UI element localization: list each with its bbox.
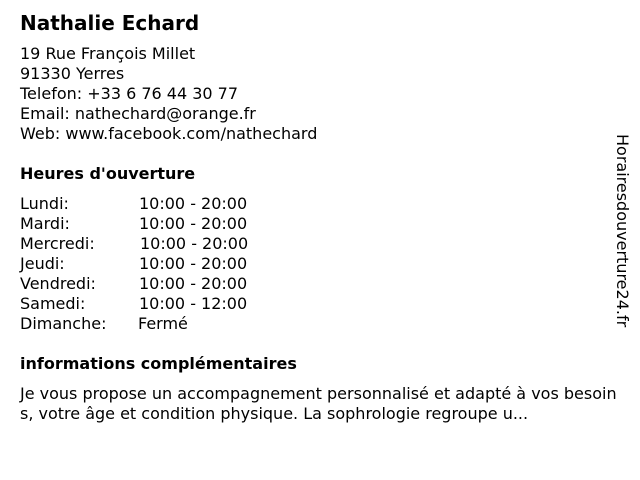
hours-row-saturday	[20, 294, 280, 314]
contact-block	[20, 44, 317, 144]
hours-time: 10:00 - 20:00	[139, 274, 248, 293]
hours-time: 10:00 - 20:00	[140, 234, 249, 253]
address-street: 19 Rue François Millet	[20, 44, 196, 63]
hours-time: 10:00 - 20:00	[139, 254, 248, 273]
hours-row-friday	[20, 274, 280, 294]
hours-day: Jeudi:	[20, 254, 65, 273]
address-city: 91330 Yerres	[20, 64, 125, 83]
hours-time: 10:00 - 20:00	[139, 194, 248, 213]
hours-heading: Heures d'ouverture	[20, 164, 196, 183]
hours-time: 10:00 - 12:00	[139, 294, 248, 313]
hours-time: 10:00 - 20:00	[139, 214, 248, 233]
info-text: Je vous propose un accompagnement personnalisé et adapté à vos besoins, votre âge et condition physique. La sophrologie regroupe u...	[20, 384, 617, 423]
hours-day: Mercredi:	[20, 234, 95, 253]
business-name: Nathalie Echard	[20, 11, 200, 35]
phone-line: Telefon: +33 6 76 44 30 77	[20, 84, 239, 103]
hours-day: Lundi:	[20, 194, 69, 213]
hours-row-tuesday	[20, 214, 280, 234]
info-heading: informations complémentaires	[20, 354, 297, 373]
hours-row-monday	[20, 194, 280, 214]
hours-row-thursday	[20, 254, 280, 274]
email-line: Email: nathechard@orange.fr	[20, 104, 256, 123]
hours-table	[20, 194, 280, 334]
site-watermark: Horairesdouverture24.fr	[613, 134, 632, 328]
web-line: Web: www.facebook.com/nathechard	[20, 124, 318, 143]
hours-day: Dimanche:	[20, 314, 107, 333]
hours-row-wednesday	[20, 234, 280, 254]
hours-day: Samedi:	[20, 294, 86, 313]
hours-row-sunday	[20, 314, 280, 334]
hours-day: Vendredi:	[20, 274, 96, 293]
hours-day: Mardi:	[20, 214, 70, 233]
hours-time: Fermé	[138, 314, 188, 333]
